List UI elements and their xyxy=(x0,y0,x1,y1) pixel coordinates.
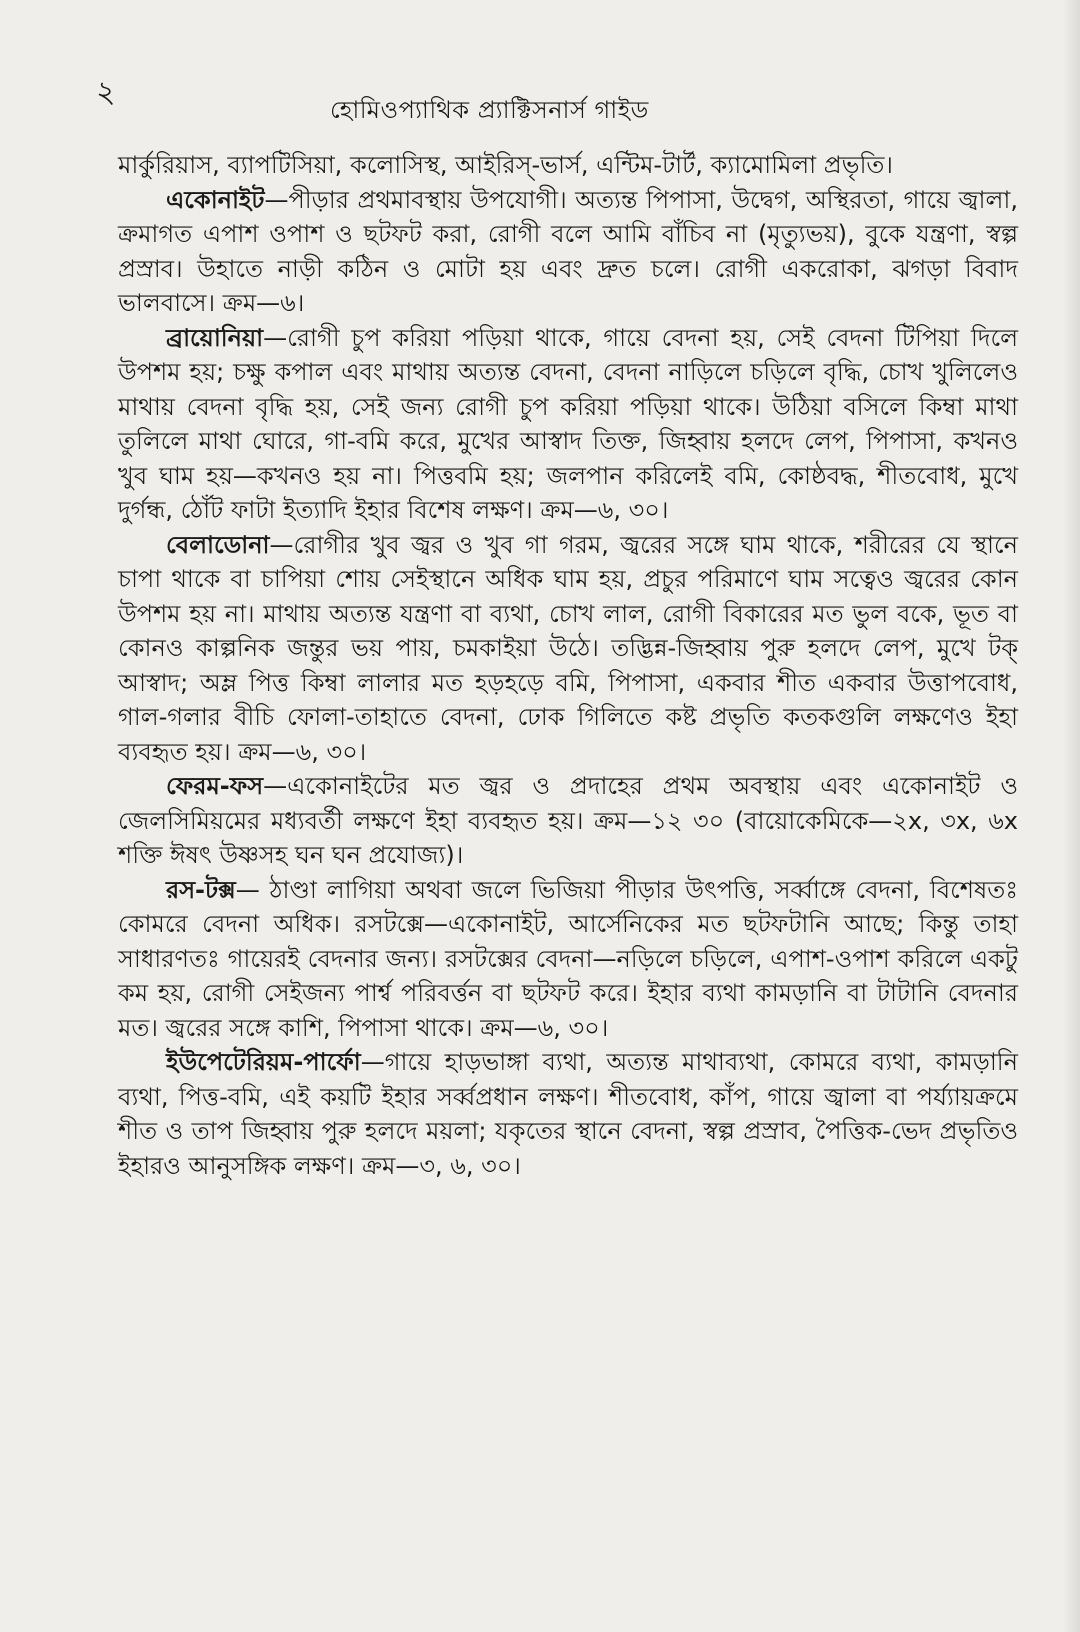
paragraph-text: মার্কুরিয়াস, ব্যাপটিসিয়া, কলোসিস্থ, আইরিস্-ভার্স, এন্টিম-টার্ট, ক্যামোমিলা প্রভৃতি। xyxy=(118,151,894,179)
remedy-name: রস-টক্স xyxy=(166,875,236,904)
paragraph-belladonna xyxy=(118,528,1018,770)
paragraph-ferrum-phos xyxy=(118,769,1018,873)
page-body xyxy=(118,148,1018,1183)
page-number: ২ xyxy=(96,75,116,110)
running-header-title: হোমিওপ্যাথিক প্র্যাক্টিসনার্স গাইড xyxy=(330,96,649,124)
paragraph-rhus-tox xyxy=(118,873,1018,1046)
page-edge-shadow xyxy=(1062,0,1080,1632)
paragraph-aconite xyxy=(118,183,1018,321)
paragraph-text: —রোগী চুপ করিয়া পড়িয়া থাকে, গায়ে বেদনা হয়, সেই বেদনা টিপিয়া দিলে উপশম হয়; চক্ষু কপাল এবং মাথায় অত্যন্ত বেদনা, বেদনা নাড়িলে চড়িলে বৃদ্ধি, চোখ খুলিলেও মাথায় বেদনা বৃদ্ধি হয়, সেই জন্য রোগী চুপ করিয়া পড়িয়া থাকে। উঠিয়া বসিলে কিম্বা মাথা তুলিলে মাথা ঘোরে, গা-বমি করে, মুখের আস্বাদ তিক্ত, জিহ্বায় হলদে লেপ, পিপাসা, কখনও খুব ঘাম হয়—কখনও হয় না। পিত্তবমি হয়; জলপান করিলেই বমি, কোষ্ঠবদ্ধ, শীতবোধ, মুখে দুর্গন্ধ, ঠোঁট ফাটা ইত্যাদি ইহার বিশেষ লক্ষণ। ক্রম—৬, ৩০। xyxy=(118,323,1018,524)
paragraph-text: —গায়ে হাড়ভাঙ্গা ব্যথা, অত্যন্ত মাথাব্যথা, কোমরে ব্যথা, কামড়ানি ব্যথা, পিত্ত-বমি, এই কয়টি ইহার সর্ব্বপ্রধান লক্ষণ। শীতবোধ, কাঁপ, গায়ে জ্বালা বা পর্য্যায়ক্রমে শীত ও তাপ জিহ্বায় পুরু হলদে ময়লা; যকৃতের স্থানে বেদনা, স্বল্প প্রস্রাব, পৈত্তিক-ভেদ প্রভৃতিও ইহারও আনুসঙ্গিক লক্ষণ। ক্রম—৩, ৬, ৩০। xyxy=(118,1048,1018,1180)
paragraph-text: —একোনাইটের মত জ্বর ও প্রদাহের প্রথম অবস্থায় এবং একোনাইট ও জেলসিমিয়মের মধ্যবর্তী লক্ষণে ইহা ব্যবহৃত হয়। ক্রম—১২ ৩০ (বায়োকেমিকে—২x, ৩x, ৬x শক্তি ঈষৎ উষ্ণসহ ঘন ঘন প্রযোজ্য)। xyxy=(118,772,1018,869)
paragraph-intro-list xyxy=(118,148,1018,183)
paragraph-text: — ঠাণ্ডা লাগিয়া অথবা জলে ভিজিয়া পীড়ার উৎপত্তি, সর্ব্বাঙ্গে বেদনা, বিশেষতঃ কোমরে বেদনা অধিক। রসটক্সে—একোনাইট, আর্সেনিকের মত ছটফটানি আছে; কিন্তু তাহা সাধারণতঃ গায়েরই বেদনার জন্য। রসটক্সের বেদনা—নড়িলে চড়িলে, এপাশ-ওপাশ করিলে একটু কম হয়, রোগী সেইজন্য পার্শ্ব পরিবর্ত্তন বা ছটফট করে। ইহার ব্যথা কামড়ানি বা টাটানি বেদনার মত। জ্বরের সঙ্গে কাশি, পিপাসা থাকে। ক্রম—৬, ৩০। xyxy=(118,875,1018,1042)
remedy-name: একোনাইট xyxy=(166,185,265,214)
remedy-name: ফেরম-ফস xyxy=(166,772,264,800)
paragraph-bryonia xyxy=(118,321,1018,528)
paragraph-eupatorium-perfoliatum xyxy=(118,1045,1018,1183)
remedy-name: ইউপেটেরিয়ম-পার্ফো xyxy=(166,1048,361,1076)
remedy-name: বেলাডোনা xyxy=(166,530,270,559)
paragraph-text: —পীড়ার প্রথমাবস্থায় উপযোগী। অত্যন্ত পিপাসা, উদ্বেগ, অস্থিরতা, গায়ে জ্বালা, ক্রমাগত এপাশ ওপাশ ও ছটফট করা, রোগী বলে আমি বাঁচিব না (মৃত্যুভয়), বুকে যন্ত্রণা, স্বল্প প্রস্রাব। উহাতে নাড়ী কঠিন ও মোটা হয় এবং দ্রুত চলে। রোগী একরোকা, ঝগড়া বিবাদ ভালবাসে। ক্রম—৬। xyxy=(118,185,1018,317)
remedy-name: ব্রায়োনিয়া xyxy=(166,323,264,352)
paragraph-text: —রোগীর খুব জ্বর ও খুব গা গরম, জ্বরের সঙ্গে ঘাম থাকে, শরীরের যে স্থানে চাপা থাকে বা চাপিয়া শোয় সেইস্থানে অধিক ঘাম হয়, প্রচুর পরিমাণে ঘাম সত্বেও জ্বরের কোন উপশম হয় না। মাথায় অত্যন্ত যন্ত্রণা বা ব্যথা, চোখ লাল, রোগী বিকারের মত ভুল বকে, ভূত বা কোনও কাল্পনিক জন্তুর ভয় পায়, চমকাইয়া উঠে। তদ্ভিন্ন-জিহ্বায় পুরু হলদে লেপ, মুখে টক্ আস্বাদ; অম্ল পিত্ত কিম্বা লালার মত হড়হড়ে বমি, পিপাসা, একবার শীত একবার উত্তাপবোধ, গাল-গলার বীচি ফোলা-তাহাতে বেদনা, ঢোক গিলিতে কষ্ট প্রভৃতি কতকগুলি লক্ষণেও ইহা ব্যবহৃত হয়। ক্রম—৬, ৩০। xyxy=(118,530,1018,766)
